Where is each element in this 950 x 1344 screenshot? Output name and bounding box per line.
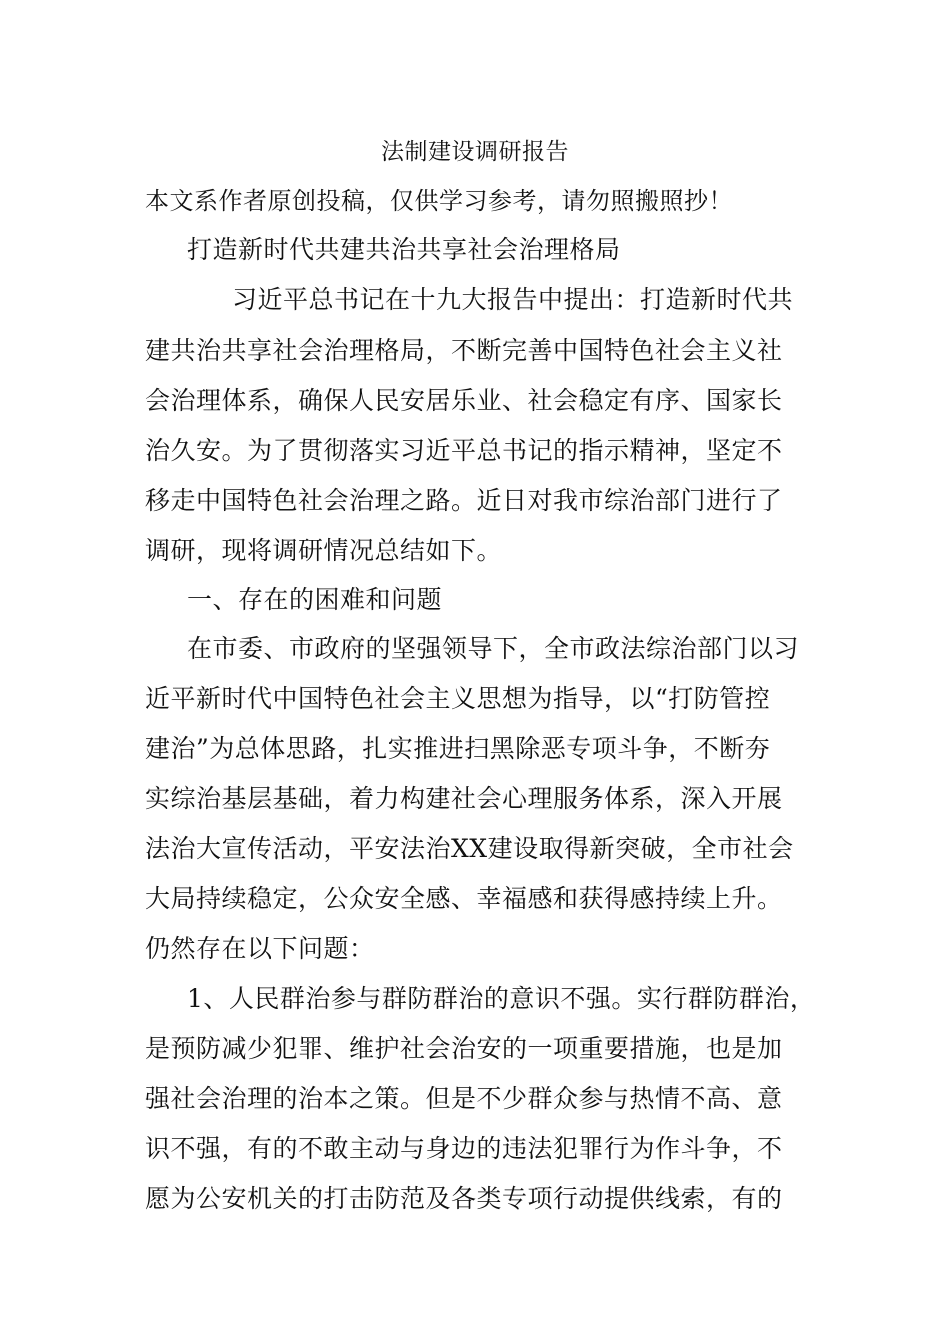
copyright-notice: 本文系作者原创投稿，仅供学习参考，请勿照搬照抄！: [145, 187, 733, 215]
section-line: 实综治基层基础，着力构建社会心理服务体系，深入开展: [145, 784, 783, 813]
intro-line: 习近平总书记在十九大报告中提出：打造新时代共: [232, 285, 794, 314]
section-line: 大局持续稳定，公众安全感、幸福感和获得感持续上升。: [145, 884, 783, 913]
intro-line: 建共治共享社会治理格局，不断完善中国特色社会主义社: [145, 336, 783, 365]
section-line: 在市委、市政府的坚强领导下，全市政法综治部门以习: [187, 634, 800, 663]
document-title: 法制建设调研报告: [381, 139, 569, 165]
intro-line: 移走中国特色社会治理之路。近日对我市综治部门进行了: [145, 486, 783, 515]
section-line: 近平新时代中国特色社会主义思想为指导，以“打防管控: [145, 684, 771, 713]
intro-line: 治久安。为了贯彻落实习近平总书记的指示精神，坚定不: [145, 436, 783, 465]
item-line: 是预防减少犯罪、维护社会治安的一项重要措施，也是加: [145, 1034, 783, 1063]
item-line: 强社会治理的治本之策。但是不少群众参与热情不高、意: [145, 1084, 783, 1113]
intro-line: 调研，现将调研情况总结如下。: [145, 536, 503, 565]
section-line: 法治大宣传活动，平安法治XX建设取得新突破，全市社会: [145, 834, 794, 863]
document-subtitle: 打造新时代共建共治共享社会治理格局: [187, 235, 621, 264]
item-line: 识不强，有的不敢主动与身边的违法犯罪行为作斗争，不: [145, 1134, 783, 1163]
section-line: 仍然存在以下问题：: [145, 934, 375, 963]
section-heading: 一、存在的困难和问题: [187, 585, 443, 614]
item-line: 愿为公安机关的打击防范及各类专项行动提供线索，有的: [145, 1184, 783, 1213]
section-line: 建治”为总体思路，扎实推进扫黑除恶专项斗争，不断夯: [145, 734, 771, 763]
intro-line: 会治理体系，确保人民安居乐业、社会稳定有序、国家长: [145, 386, 783, 415]
item-line: 1、人民群治参与群防群治的意识不强。实行群防群治，: [187, 984, 816, 1013]
